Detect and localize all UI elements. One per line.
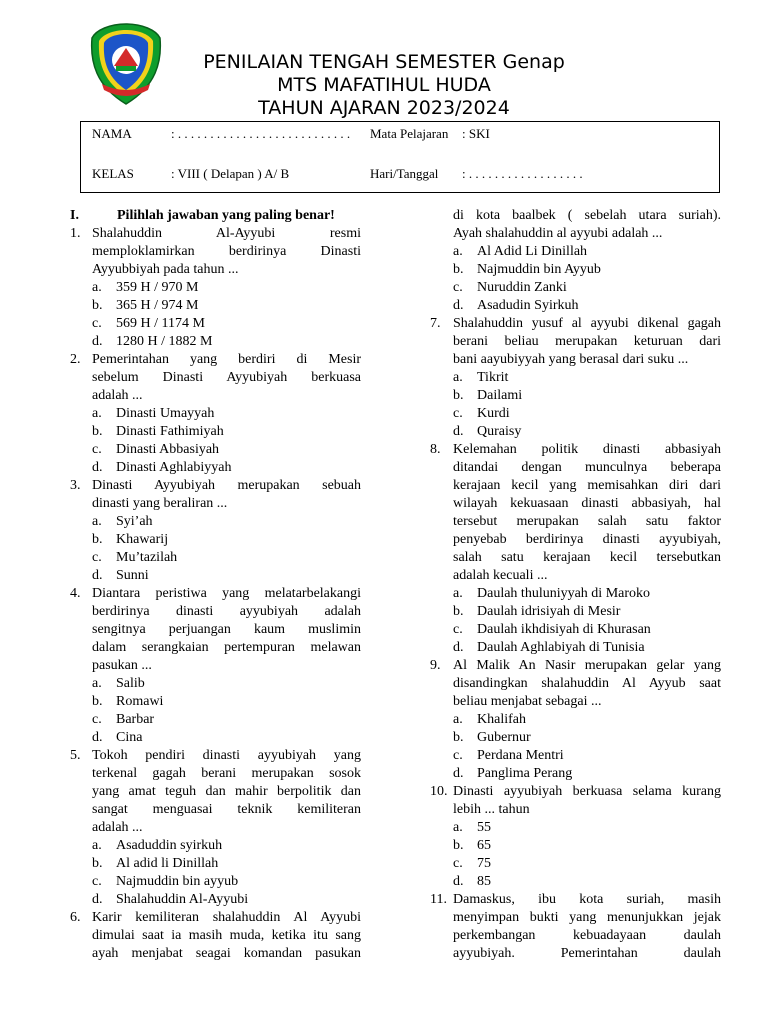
question-number: 2.	[70, 352, 81, 367]
exam-title: PENILAIAN TENGAH SEMESTER Genap	[203, 51, 565, 73]
question-text-line: Ayyubbiyah pada tahun ...	[92, 262, 239, 277]
option-text[interactable]: Cina	[116, 730, 143, 745]
question-text-line: salah satu kerajaan kecil tersebutkan	[453, 550, 721, 565]
question-text-line: sangat menguasai teknik kemiliteran	[92, 802, 361, 817]
option-text[interactable]: Khalifah	[477, 712, 526, 727]
question-text-line: Tokoh pendiri dinasti ayyubiyah yang	[92, 748, 361, 763]
option-text[interactable]: 55	[477, 820, 491, 835]
option-text[interactable]: Dinasti Umayyah	[116, 406, 215, 421]
question-text-line: penyebab berdirinya dinasti ayyubiyah,	[453, 532, 721, 547]
option-text[interactable]: Shalahuddin Al-Ayyubi	[116, 892, 249, 907]
option-text[interactable]: Quraisy	[477, 424, 522, 439]
kelas-value: : VIII ( Delapan ) A/ B	[171, 166, 290, 181]
option-letter: b.	[453, 730, 464, 745]
section-numeral: I.	[70, 208, 79, 223]
option-letter: b.	[453, 838, 464, 853]
question-text-line: perkembangan kebuadayaan daulah	[453, 928, 721, 943]
question-text-line: memploklamirkan berdirinya Dinasti	[92, 244, 361, 259]
question-text-line: bani aayubiyyah yang berasal dari suku ...	[453, 352, 689, 367]
option-letter: b.	[92, 532, 103, 547]
option-letter: d.	[92, 568, 103, 583]
question-text-line: di kota baalbek ( sebelah utara suriah).	[453, 208, 721, 223]
option-text[interactable]: Asaduddin syirkuh	[116, 838, 223, 853]
option-text[interactable]: 365 H / 974 M	[116, 298, 199, 313]
option-letter: d.	[92, 892, 103, 907]
option-text[interactable]: Kurdi	[477, 406, 510, 421]
option-letter: b.	[453, 262, 464, 277]
question-text-line: ayyubiyah. Pemerintahan daulah	[453, 946, 721, 961]
option-text[interactable]: 1280 H / 1882 M	[116, 334, 213, 349]
option-text[interactable]: Najmuddin bin ayyub	[116, 874, 239, 889]
option-letter: d.	[92, 730, 103, 745]
option-text[interactable]: 85	[477, 874, 491, 889]
option-text[interactable]: Barbar	[116, 712, 155, 727]
option-text[interactable]: Sunni	[116, 568, 149, 583]
question-text-line: Karir kemiliteran shalahuddin Al Ayyubi	[92, 910, 361, 925]
option-letter: c.	[453, 280, 463, 295]
option-letter: c.	[453, 406, 463, 421]
question-text-line: Damaskus, ibu kota suriah, masih	[453, 892, 721, 907]
nama-label: NAMA	[92, 126, 132, 141]
option-text[interactable]: Nuruddin Zanki	[477, 280, 567, 295]
option-text[interactable]: Daulah thuluniyyah di Maroko	[477, 586, 651, 601]
option-text[interactable]: Dinasti Fathimiyah	[116, 424, 224, 439]
question-text-line: adalah ...	[92, 388, 143, 403]
option-text[interactable]: Asadudin Syirkuh	[477, 298, 579, 313]
school-name: MTS MAFATIHUL HUDA	[277, 74, 491, 96]
question-text-line: pasukan ...	[92, 658, 152, 673]
question-text-line: berani beliau merupakan keturuan dari	[453, 334, 721, 349]
question-text-line: dalam serangkaian pertempuran melawan	[92, 640, 361, 655]
option-letter: a.	[453, 244, 463, 259]
question-text-line: sebelum Dinasti Ayyubiyah berkuasa	[92, 370, 361, 385]
question-text-line: Pemerintahan yang berdiri di Mesir	[92, 352, 361, 367]
option-letter: c.	[92, 442, 102, 457]
option-letter: c.	[453, 856, 463, 871]
option-letter: a.	[92, 280, 102, 295]
question-number: 3.	[70, 478, 81, 493]
question-text-line: yang amat teguh dan mahir berpolitik dan	[92, 784, 361, 799]
question-text-line: ditandai dengan munculnya beberapa	[453, 460, 721, 475]
question-text-line: lebih ... tahun	[453, 802, 530, 817]
option-letter: a.	[453, 586, 463, 601]
option-text[interactable]: Al adid li Dinillah	[116, 856, 219, 871]
option-text[interactable]: Panglima Perang	[477, 766, 573, 781]
section-title: Pilihlah jawaban yang paling benar!	[117, 208, 335, 223]
question-number: 10.	[430, 784, 448, 799]
option-letter: a.	[92, 676, 102, 691]
option-letter: b.	[92, 298, 103, 313]
option-letter: b.	[453, 388, 464, 403]
question-number: 11.	[430, 892, 447, 907]
question-text-line: Ayah shalahuddin al ayyubi adalah ...	[453, 226, 663, 241]
student-info-box	[80, 121, 720, 193]
question-text-line: Dinasti ayyubiyah berkuasa selama kurang	[453, 784, 721, 799]
question-number: 1.	[70, 226, 81, 241]
option-text[interactable]: Daulah idrisiyah di Mesir	[477, 604, 621, 619]
hari-label: Hari/Tanggal	[370, 166, 439, 181]
option-letter: d.	[453, 766, 464, 781]
option-letter: a.	[92, 838, 102, 853]
option-text[interactable]: Gubernur	[477, 730, 531, 745]
option-letter: a.	[92, 406, 102, 421]
question-text-line: tersebut merupakan salah satu faktor	[453, 514, 721, 529]
option-text[interactable]: Dinasti Abbasiyah	[116, 442, 220, 457]
option-letter: c.	[92, 874, 102, 889]
question-text-line: Shalahuddin yusuf al ayyubi dikenal gagah	[453, 316, 721, 331]
question-text-line: ayah menjabat seagai komandan pasukan	[92, 946, 361, 961]
option-letter: c.	[92, 316, 102, 331]
option-text[interactable]: Tikrit	[477, 370, 509, 385]
option-text[interactable]: Mu’tazilah	[116, 550, 178, 565]
option-text[interactable]: 569 H / 1174 M	[116, 316, 205, 331]
option-letter: a.	[92, 514, 102, 529]
option-text[interactable]: Daulah ikhdisiyah di Khurasan	[477, 622, 651, 637]
option-letter: d.	[453, 874, 464, 889]
question-text-line: disandingkan shalahuddin Al Ayyub saat	[453, 676, 721, 691]
option-letter: b.	[453, 604, 464, 619]
option-text[interactable]: Al Adid Li Dinillah	[477, 244, 588, 259]
option-letter: b.	[92, 694, 103, 709]
question-text-line: Shalahuddin Al-Ayyubi resmi	[92, 226, 361, 241]
option-letter: a.	[453, 370, 463, 385]
option-text[interactable]: Khawarij	[116, 532, 169, 547]
option-text[interactable]: Perdana Mentri	[477, 748, 564, 763]
question-text-line: dinasti yang beraliran ...	[92, 496, 228, 511]
kelas-label: KELAS	[92, 166, 134, 181]
question-text-line: berdirinya dinasti ayyubiyah adalah	[92, 604, 361, 619]
option-letter: c.	[92, 712, 102, 727]
nama-field[interactable]: : . . . . . . . . . . . . . . . . . . . . . . . . . . .	[171, 126, 351, 141]
option-text[interactable]: 65	[477, 838, 491, 853]
question-text-line: sengitnya perjuangan kaum muslimin	[92, 622, 361, 637]
question-text-line: terkenal gagah berani merupakan sosok	[92, 766, 361, 781]
question-text-line: Diantara peristiwa yang melatarbelakangi	[92, 586, 361, 601]
option-text[interactable]: 359 H / 970 M	[116, 280, 199, 295]
option-text[interactable]: 75	[477, 856, 491, 871]
mapel-label: Mata Pelajaran	[370, 126, 449, 141]
question-text-line: dimulai saat ia masih muda, ketika itu sang	[92, 928, 361, 943]
option-text[interactable]: Salib	[116, 676, 145, 691]
question-text-line: wilayah kekuasaan dinasti abbasiyah, hal	[453, 496, 721, 511]
question-text-line: beliau menjabat sebagai ...	[453, 694, 602, 709]
question-text-line: Kelemahan politik dinasti abbasiyah	[453, 442, 721, 457]
question-text-line: adalah ...	[92, 820, 143, 835]
option-letter: a.	[453, 820, 463, 835]
question-number: 8.	[430, 442, 441, 457]
option-letter: c.	[453, 748, 463, 763]
option-letter: d.	[92, 460, 103, 475]
option-letter: b.	[92, 856, 103, 871]
option-letter: d.	[453, 640, 464, 655]
hari-field[interactable]: : . . . . . . . . . . . . . . . . . .	[462, 166, 583, 181]
option-text[interactable]: Syi’ah	[116, 514, 153, 529]
option-letter: c.	[453, 622, 463, 637]
question-number: 5.	[70, 748, 81, 763]
option-text[interactable]: Romawi	[116, 694, 164, 709]
school-logo-emblem	[90, 22, 162, 106]
option-text[interactable]: Dailami	[477, 388, 523, 403]
option-text[interactable]: Dinasti Aghlabiyyah	[116, 460, 232, 475]
option-text[interactable]: Daulah Aghlabiyah di Tunisia	[477, 640, 645, 655]
option-letter: a.	[453, 712, 463, 727]
academic-year: TAHUN AJARAN 2023/2024	[258, 97, 510, 119]
option-letter: c.	[92, 550, 102, 565]
question-text-line: menyimpan bukti yang menunjukkan jejak	[453, 910, 721, 925]
question-number: 4.	[70, 586, 81, 601]
mapel-value: : SKI	[462, 126, 490, 141]
question-text-line: adalah kecuali ...	[453, 568, 548, 583]
question-number: 7.	[430, 316, 441, 331]
option-letter: d.	[453, 424, 464, 439]
option-letter: b.	[92, 424, 103, 439]
option-text[interactable]: Najmuddin bin Ayyub	[477, 262, 601, 277]
question-text-line: Dinasti Ayyubiyah merupakan sebuah	[92, 478, 361, 493]
option-letter: d.	[92, 334, 103, 349]
question-text-line: kerajaan kecil yang memisahkan diri dari	[453, 478, 721, 493]
option-letter: d.	[453, 298, 464, 313]
question-number: 9.	[430, 658, 441, 673]
question-text-line: Al Malik An Nasir merupakan gelar yang	[453, 658, 721, 673]
question-number: 6.	[70, 910, 81, 925]
